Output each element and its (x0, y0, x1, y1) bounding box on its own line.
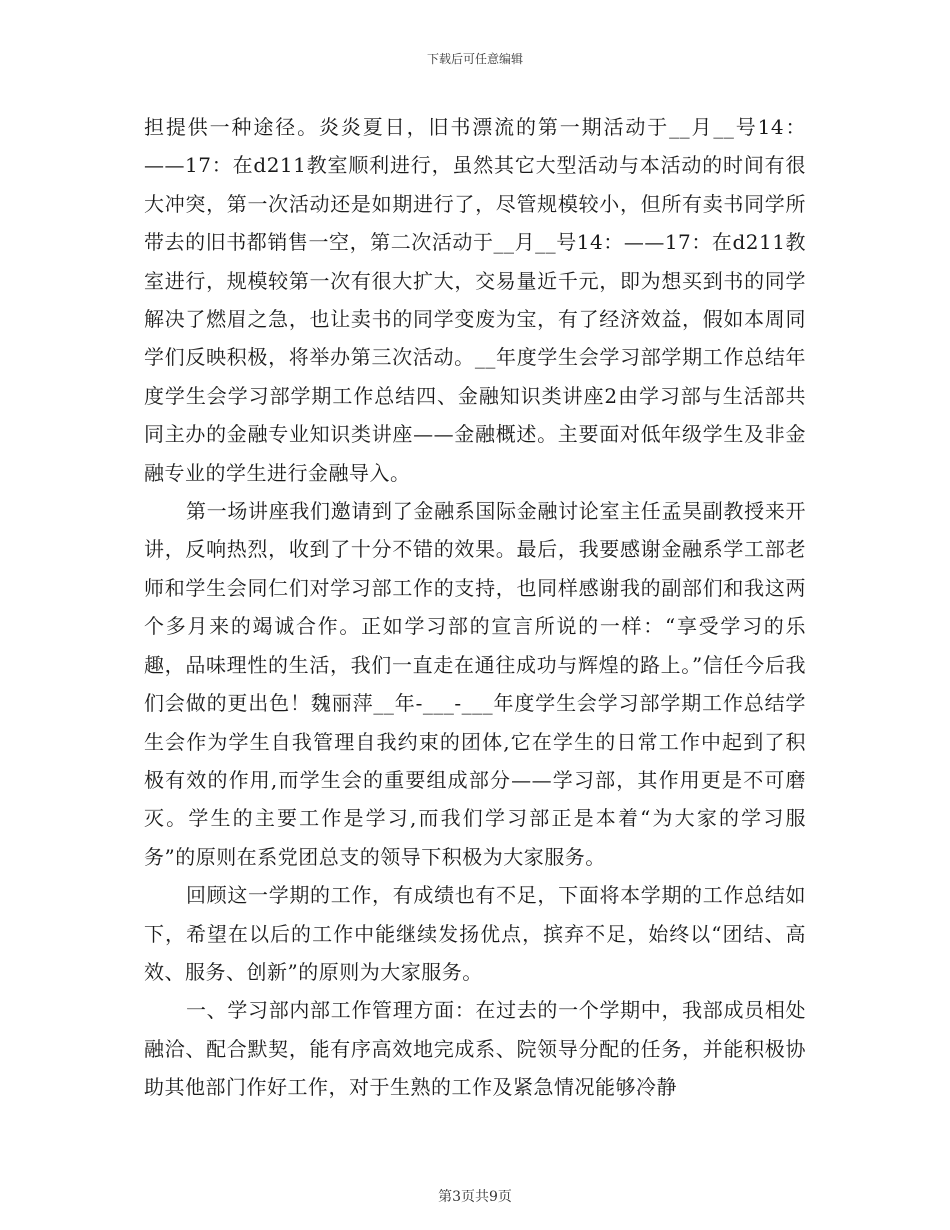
paragraph-3: 回顾这一学期的工作，有成绩也有不足，下面将本学期的工作总结如下，希望在以后的工作中能继续发扬优点，摈弃不足，始终以“团结、高效、服务、创新”的原则为大家服务。 (144, 883, 806, 984)
page-header: 下载后可任意编辑 (426, 52, 523, 66)
paragraph-1: 担提供一种途径。炎炎夏日，旧书漂流的第一期活动于__月__号14：——17：在d211教室顺利进行，虽然其它大型活动与本活动的时间有很大冲突，第一次活动还是如期进行了，尽管规模较小，但所有卖书同学所带去的旧书都销售一空，第二次活动于__月__号14：——17：在d211教室进行，规模较第一次有很大扩大，交易量近千元，即为想买到书的同学解决了燃眉之急，也让卖书的同学变废为宝，有了经济效益，假如本周同学们反映积极，将举办第三次活动。__年度学生会学习部学期工作总结年度学生会学习部学期工作总结四、金融知识类讲座2由学习部与生活部共同主办的金融专业知识类讲座——金融概述。主要面对低年级学生及非金融专业的学生进行金融导入。 (144, 115, 806, 485)
paragraph-4: 一、学习部内部工作管理方面：在过去的一个学期中，我部成员相处融洽、配合默契，能有序高效地完成系、院领导分配的任务，并能积极协助其他部门作好工作，对于生熟的工作及紧急情况能够冷静 (144, 998, 806, 1100)
document-body (144, 108, 806, 1107)
paragraph-2: 第一场讲座我们邀请到了金融系国际金融讨论室主任孟昊副教授来开讲，反响热烈，收到了十分不错的效果。最后，我要感谢金融系学工部老师和学生会同仁们对学习部工作的支持，也同样感谢我的副部们和我这两个多月来的竭诚合作。正如学习部的宣言所说的一样：“享受学习的乐趣，品味理性的生活，我们一直走在通往成功与辉煌的路上。”信任今后我们会做的更出色！魏丽萍__年-___-___年度学生会学习部学期工作总结学生会作为学生自我管理自我约束的团体,它在学生的日常工作中起到了积极有效的作用,而学生会的重要组成部分——学习部，其作用更是不可磨灭。学生的主要工作是学习,而我们学习部正是本着“为大家的学习服务”的原则在系党团总支的领导下积极为大家服务。 (144, 499, 806, 869)
page-footer: 第3页共9页 (438, 1189, 512, 1205)
